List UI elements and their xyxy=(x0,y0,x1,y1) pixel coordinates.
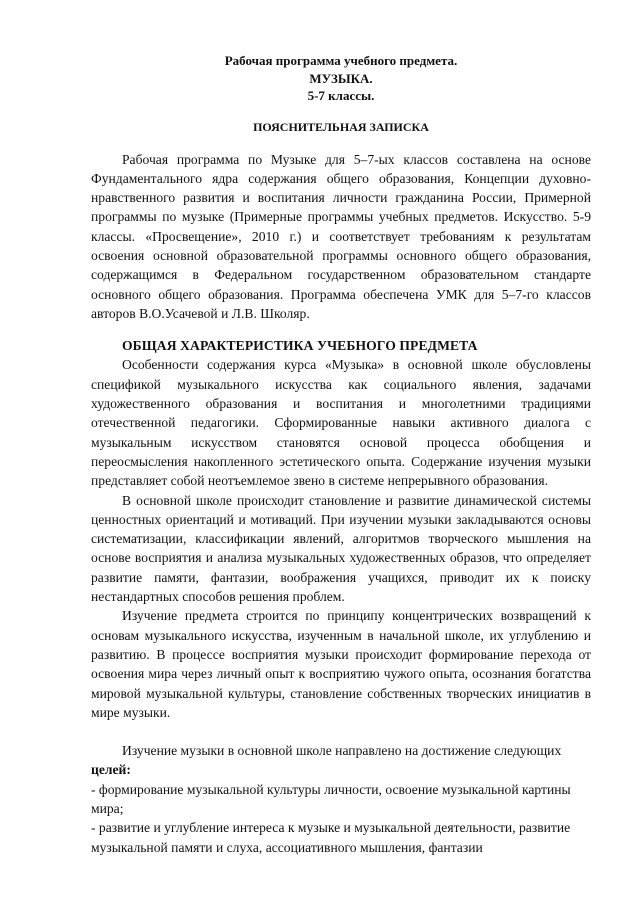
explanatory-note-title: ПОЯСНИТЕЛЬНАЯ ЗАПИСКА xyxy=(253,119,429,134)
goal-item-1: - формирование музыкальной культуры личности, освоение музыкальной картины мира; xyxy=(91,781,571,816)
goals-lead-text: Изучение музыки в основной школе направлено на достижение следующих xyxy=(122,743,562,759)
characteristics-paragraph-1: Особенности содержания курса «Музыка» в основной школе обусловлены спецификой музыкального искусства как социального явления, задачами художественного образования и воспитания и многолетними традициями отечественной педагогики. Сформированные навыки активного диалога с музыкальным искусством становятся основой процесса обобщения и переосмысления накопленного эстетического опыта. Содержание изучения музыки представляет собой неотъемлемое звено в системе непрерывного образования. xyxy=(91,357,591,489)
goals-label: целей: xyxy=(91,762,131,778)
section-heading-characteristics: ОБЩАЯ ХАРАКТЕРИСТИКА УЧЕБНОГО ПРЕДМЕТА xyxy=(122,338,478,354)
paragraph-gap xyxy=(91,722,591,741)
characteristics-paragraph-3: Изучение предмета строится по принципу концентрических возвращений к основам музыкального искусства, изученным в начальной школе, их углублению и развитию. В процессе восприятия музыки происходит формирование перехода от освоения мира через личный опыт к восприятию чужого опыта, осознания богатства мировой музыкальной культуры, становление собственных творческих инициатив в мире музыки. xyxy=(91,608,591,720)
document-content xyxy=(91,52,591,857)
explanatory-note-paragraph: Рабочая программа по Музыке для 5–7-ых классов составлена на основе Фундаментального ядра содержания общего образования, Концепции духовно-нравственного развития и воспитания личности гражданина России, Примерной программы по музыке (Примерные программы учебных предметов. Искусство. 5-9 классы. «Просвещение», 2010 г.) и соответствует требованиям к результатам освоения основной образовательной программы основного общего образования, содержащимся в Федеральном государственном образовательном стандарте основного общего образования. Программа обеспечена УМК для 5–7-го классов авторов В.О.Усачевой и Л.В. Школяр. xyxy=(91,151,591,321)
characteristics-paragraph-2: В основной школе происходит становление и развитие динамической системы ценностных ориентаций и мотиваций. При изучении музыки закладываются основы систематизации, классификации явлений, алгоритмов творческого мышления на основе восприятия и анализа музыкальных художественных образов, что определяет развитие памяти, фантазии, воображения учащихся, приводит их к поиску нестандартных способов решения проблем. xyxy=(91,492,591,605)
doc-title-line-3: 5-7 классы. xyxy=(307,88,375,103)
doc-title-line-1: Рабочая программа учебного предмета. xyxy=(224,53,458,68)
goal-item-2: - развитие и углубление интереса к музыке и музыкальной деятельности, развитие музыкальной памяти и слуха, ассоциативного мышления, фантазии xyxy=(91,820,571,855)
doc-title-line-2: МУЗЫКА. xyxy=(309,70,373,86)
goals-lead-paragraph xyxy=(91,741,591,780)
